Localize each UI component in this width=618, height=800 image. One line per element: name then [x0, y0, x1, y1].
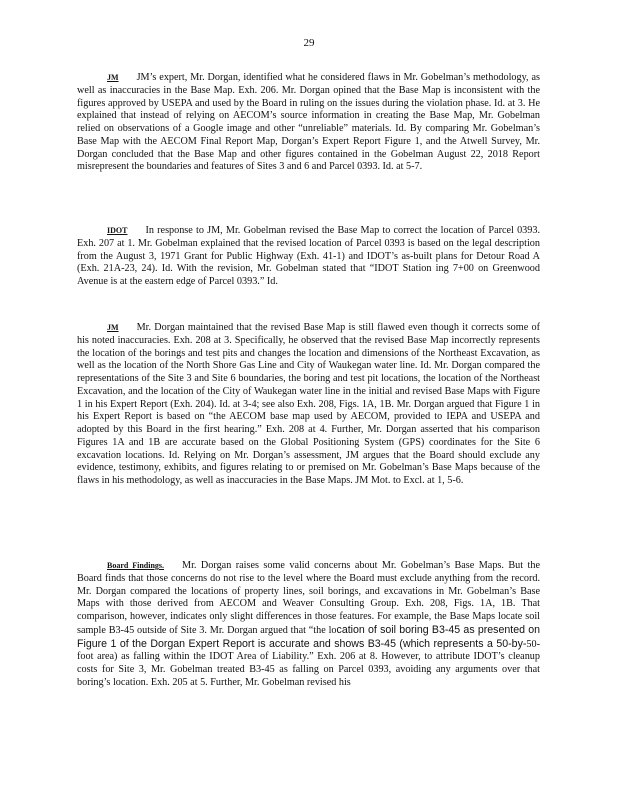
paragraph-heading: JM: [107, 73, 119, 82]
paragraph-text-continued: 50-foot area) as falling within the IDOT Area of Liability.” Exh. 206 at 8. However, to attribute IDOT’s cleanup costs for Site 3, Mr. Gobelman treated B3-45 as falling on Parcel 0393, avoiding any arguments over that boring’s location. Exh. 205 at 5. Further, Mr. Gobelman revised his: [77, 638, 540, 688]
paragraph-heading: JM: [107, 323, 119, 332]
paragraph-heading: Board Findings.: [107, 561, 165, 570]
paragraph-text: Mr. Dorgan raises some valid concerns about Mr. Gobelman’s Base Maps. But the Board finds that those concerns do not rise to the level where the Board must exclude anything from the record. Mr. Dorgan compared the locations of property lines, soil borings, and excavations in Mr. Gobelman’s Base Maps with those derived from AECOM and Weaver Consulting Group. Exh. 208, Figs. 1A, 1B. That comparison, however, indicates only slight differences in those features. For example, the Base Maps locate soil sample B3-45 outside of Site 3. Mr. Dorgan argued that “the lo: [77, 560, 540, 636]
paragraph-jm-expert: [77, 72, 540, 174]
paragraph-text-quote: cation of soil boring B3-45 as presented on Figure 1 of the Dorgan Expert Report is accurate and shows B3-45 (which represents a 50-by-: [77, 623, 540, 650]
paragraph-jm-dorgan: [77, 322, 540, 488]
page-number: 29: [303, 37, 315, 49]
paragraph-text: JM’s expert, Mr. Dorgan, identified what he considered flaws in Mr. Gobelman’s methodology, as well as inaccuracies in the Base Map. Exh. 206. Mr. Dorgan opined that the Base Map is inconsistent with the figures approved by USEPA and used by the Board in ruling on the issues during the violation phase. Id. at 3. He explained that instead of relying on AECOM’s source information in creating the Base Map, Mr. Gobelman relied on observations of a Google image and other “unreliable” materials. Id. By comparing Mr. Gobelman’s Base Map with the AECOM Final Report Map, Dorgan’s Expert Report Figure 1, and the Atwell Survey, Mr. Dorgan concluded that the Base Map and other figures contained in the Gobelman August 22, 2018 Report misrepresent the boundaries and features of Sites 3 and 6 and Parcel 0393. Id. at 5-7.: [77, 72, 540, 173]
paragraph-board-findings: [77, 560, 540, 690]
paragraph-idot-response: [77, 225, 540, 289]
paragraph-text: Mr. Dorgan maintained that the revised Base Map is still flawed even though it corrects some of his noted inaccuracies. Exh. 208 at 3. Specifically, he observed that the revised Base Map incorrectly represents the location of the borings and test pits and changes the location and dimensions of the Northeast Excavation, as well as the location of the North Shore Gas Line and City of Waukegan water line. Id. Mr. Dorgan compared the representations of the Site 3 and Site 6 boundaries, the boring and test pit locations, the location of the Northeast Excavation, and the location of the City of Waukegan water line in the initial and revised Base Maps with Figure 1 in his Expert Report (Exh. 204). Id. at 3-4; see also Exh. 208, Figs. 1A, 1B. Mr. Dorgan argued that Figure 1 in his Expert Report is based on “the AECOM base map used by AECOM, provided to IEPA and USEPA and adopted by this Board in the first hearing.” Exh. 208 at 4. Further, Mr. Dorgan asserted that his comparison Figures 1A and 1B are accurate based on the Global Positioning System (GPS) coordinates for the Site 6 excavation locations. Id. Relying on Mr. Dorgan’s assessment, JM argues that the Board should exclude any evidence, testimony, exhibits, and figures relating to or premised on Mr. Gobelman’s Base Maps because of the flaws in his methodology, as well as inaccuracies in the Base Maps. JM Mot. to Excl. at 1, 5-6.: [77, 322, 540, 486]
paragraph-heading: IDOT: [107, 226, 128, 235]
paragraph-text: In response to JM, Mr. Gobelman revised the Base Map to correct the location of Parcel 0393. Exh. 207 at 1. Mr. Gobelman explained that the revised location of Parcel 0393 is based on the legal description from the August 3, 1971 Grant for Public Highway (Exh. 41-1) and IDOT’s as-built plans for Detour Road A (Exh. 21A-23, 24). Id. With the revision, Mr. Gobelman stated that “IDOT Station ing 7+00 on Greenwood Avenue is at the eastern edge of Parcel 0393.” Id.: [77, 225, 540, 287]
